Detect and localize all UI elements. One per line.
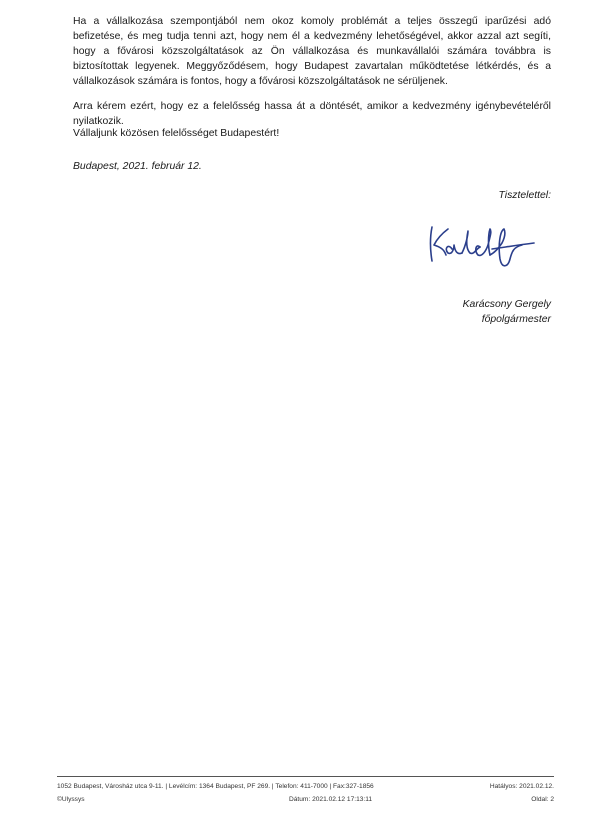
footer-address: 1052 Budapest, Városház utca 9-11. | Levélcím: 1364 Budapest, PF 269. | Telefon: 411-7000 | Fax:327-1856 xyxy=(57,783,374,790)
footer-vendor: ©Ulyssys xyxy=(57,796,85,803)
signer-block xyxy=(463,297,551,327)
body-paragraph-2: Arra kérem ezért, hogy ez a felelősség hassa át a döntését, amikor a kedvezmény igénybevételéről nyilatkozik. xyxy=(73,101,551,127)
dateline: Budapest, 2021. február 12. xyxy=(73,161,202,172)
handwritten-signature xyxy=(418,215,548,275)
footer-divider xyxy=(57,776,554,777)
body-paragraph-3: Vállaljunk közösen felelősséget Budapestért! xyxy=(73,128,280,139)
signer-title: főpolgármester xyxy=(481,314,551,325)
body-paragraph-1: Ha a vállalkozása szempontjából nem okoz komoly problémát a teljes összegű iparűzési adó befizetése, és meg tudja tenni azt, hogy nem él a kedvezmény lehetőségével, akkor azzal azt segíti, hogy a fővárosi közszolgáltatások az Ön vállalkozása és munkavállalói számára továbbra is biztosítottak legyenek. Meggyőződésem, hogy Budapest zavartalan működtetése létkérdés, és a vállalkozások számára is fontos, hogy a fővárosi közszolgáltatások ne sérüljenek. xyxy=(73,16,551,87)
closing-salutation: Tisztelettel: xyxy=(498,190,551,201)
footer-timestamp: Dátum: 2021.02.12 17:13:11 xyxy=(289,796,373,803)
footer-effective-date: Hatályos: 2021.02.12. xyxy=(489,783,554,790)
signer-name: Karácsony Gergely xyxy=(462,299,551,310)
footer-page-number: Oldal: 2 xyxy=(531,796,554,803)
